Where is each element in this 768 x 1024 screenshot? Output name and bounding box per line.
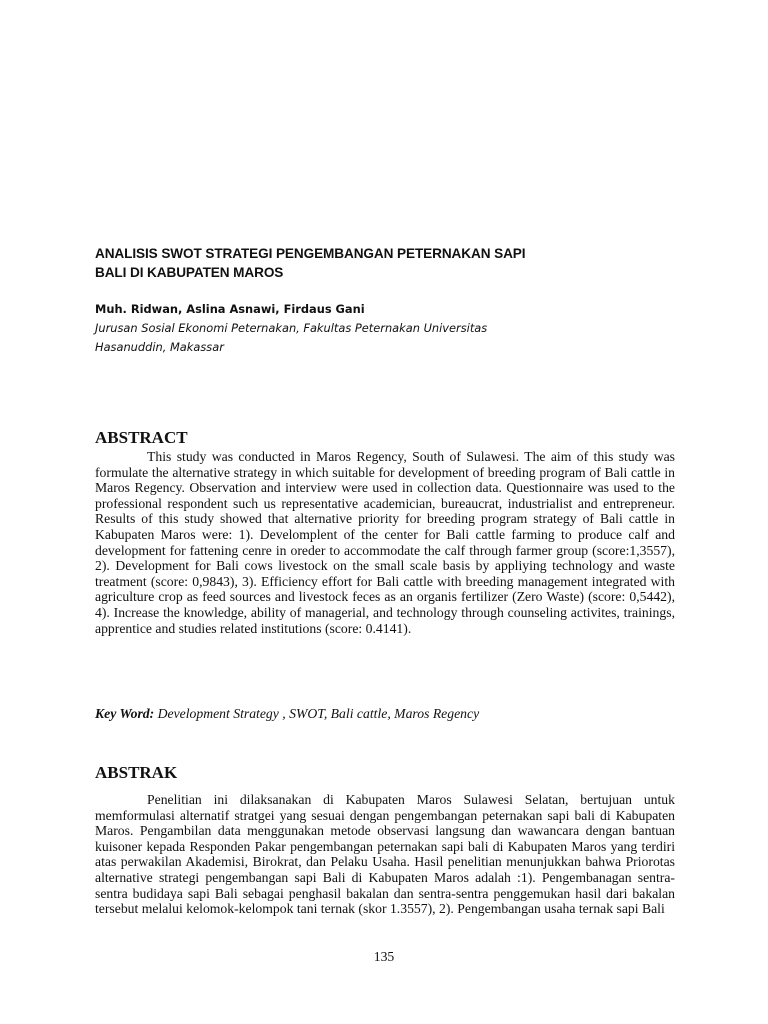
paper-title-line-1: ANALISIS SWOT STRATEGI PENGEMBANGAN PETERNAKAN SAPI — [95, 246, 526, 261]
affiliation-line-2: Hasanuddin, Makassar — [95, 340, 224, 354]
abstract-text — [95, 449, 675, 636]
paper-title — [95, 244, 685, 282]
abstrak-text — [95, 792, 675, 917]
author-block — [95, 300, 685, 357]
keywords-label: Key Word: — [95, 706, 155, 721]
abstract-heading: ABSTRACT — [95, 428, 188, 447]
paper-title-line-2: BALI DI KABUPATEN MAROS — [95, 265, 284, 280]
keywords-text: Development Strategy , SWOT, Bali cattle, Maros Regency — [154, 706, 480, 721]
abstrak-paragraph: Penelitian ini dilaksanakan di Kabupaten Maros Sulawesi Selatan, bertujuan untuk memformulasi alternatif stratgei yang sesuai dengan pengembangan peternakan sapi bali di Kabupaten Maros. Pengambilan data menggunakan metode observasi langsung dan wawancara dengan bantuan kuisoner kepada Responden Pakar pengembangan peternakan sapi bali di Kabupaten Maros yang terdiri atas perwakilan Akademisi, Birokrat, dan Pelaku Usaha. Hasil penelitian menunjukkan bahwa Priorotas alternative strategi pengembangan sapi Bali di Kabupaten Maros adalah :1). Pengembanagan sentra-sentra budidaya sapi Bali sebagai penghasil bakalan dan sentra-sentra penggemukan hasil dari bakalan tersebut melalui kelomok-kelompok tani ternak (skor 1.3557), 2). Pengembangan usaha ternak sapi Bali — [95, 792, 675, 917]
abstrak-heading: ABSTRAK — [95, 763, 178, 782]
keywords-line — [95, 706, 675, 722]
affiliation-line-1: Jurusan Sosial Ekonomi Peternakan, Fakultas Peternakan Universitas — [95, 321, 488, 335]
abstract-paragraph: This study was conducted in Maros Regency, South of Sulawesi. The aim of this study was formulate the alternative strategy in which suitable for development of breeding program of Bali cattle in Maros Regency. Observation and interview were used in collection data. Questionnaire was used to the professional respondent such us representative academician, bureaucrat, industrialist and entrepreneur. Results of this study showed that alternative priority for breeding program strategy of Bali cattle in Kabupaten Maros were: 1). Develomplent of the center for Bali cattle farming to produce calf and development for fattening cenre in oreder to accommodate the calf through farmer group (score:1,3557), 2). Development for Bali cows livestock on the small scale basis by appliying technology and waste treatment (score: 0,9843), 3). Efficiency effort for Bali cattle with breeding management integrated with agriculture crop as feed sources and livestock feces as an organis fertilizer (Zero Waste) (score: 0,5442), 4). Increase the knowledge, ability of managerial, and technology through counseling activites, trainings, apprentice and studies related institutions (score: 0.4141). — [95, 449, 675, 636]
author-names: Muh. Ridwan, Aslina Asnawi, Firdaus Gani — [95, 302, 365, 316]
page-number: 135 — [373, 949, 395, 964]
